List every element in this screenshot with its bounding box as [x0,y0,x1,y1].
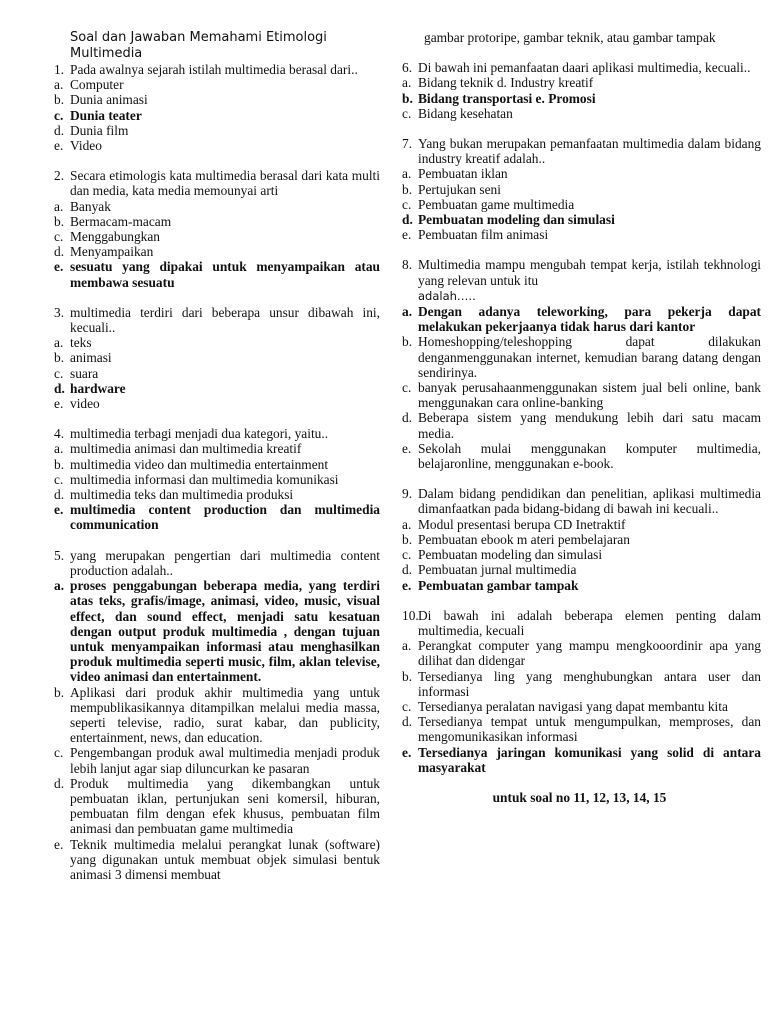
option-text: Bermacam-macam [70,213,172,229]
option-text: Computer [70,77,124,93]
option-letter: e. [54,138,64,154]
question-6 [398,60,761,75]
answer-option [398,106,761,121]
option-text: Aplikasi dari produk akhir multimedia yang untuk mempublikasikannya ditampilkan melalui media massa, seperti televise, radio, surat kabar, dan publicity, entertainment, news, dan education. [70,684,380,746]
option-text: Dunia teater [70,107,142,123]
option-text: Perangkat computer yang mampu mengkooordinir apa yang dilihat dan didengar [418,638,761,669]
option-text: Pembuatan modeling dan simulasi [418,212,615,228]
option-letter: d. [402,212,413,228]
option-text: multimedia teks dan multimedia produksi [70,487,294,503]
answer-option [50,776,380,837]
option-text: Dunia film [70,122,129,138]
option-letter: e. [402,440,412,456]
option-text: Produk multimedia yang dikembangkan untuk pembuatan iklan, pertunjukan seni komersil, hiburan, pembuatan film dengan efek khusus, pembuatan film animasi dan pembuatan game multimedia [70,775,380,837]
option-letter: c. [402,380,412,396]
option-text: Teknik multimedia melalui perangkat lunak (software) yang digunakan untuk membuat objek simulasi bentuk animasi 3 dimensi membuat [70,836,380,882]
left-column [50,30,380,882]
option-text: hardware [70,380,126,396]
question-text: Pada awalnya sejarah istilah multimedia berasal dari.. [70,62,358,77]
option-text: Menyampaikan [70,244,154,260]
right-questions [398,45,761,775]
option-letter: c. [402,547,412,563]
question-text: Multimedia mampu mengubah tempat kerja, istilah tekhnologi yang relevan untuk itu [418,257,761,288]
option-text: video [70,396,100,412]
question-text: Di bawah ini adalah beberapa elemen penting dalam multimedia, kecuali [418,607,761,638]
option-text: proses penggabungan beberapa media, yang terdiri atas teks, grafis/image, animasi, video, music, visual effect, dan sound effect, menjadi satu kesatuan dengan output produk multimedia , dengan tujuan untuk menyampaikan informasi atau menghasilkan produk multimedia seperti music, film, aklan televise, video animasi dan entertainment. [70,578,380,685]
left-questions [50,62,380,882]
option-text: Dengan adanya teleworking, para pekerja dapat melakukan pekerjaanya tidak harus dari kantor [418,304,761,335]
option-letter: d. [54,775,65,791]
option-letter: c. [402,698,412,714]
option-text: Pembuatan iklan [418,166,508,182]
answer-option-correct [398,91,761,106]
option-text: teks [70,335,92,351]
answer-option [398,380,761,410]
option-letter: c. [402,105,412,121]
option-letter: b. [54,350,65,366]
answer-option [50,199,380,214]
answer-option [398,547,761,562]
question-2 [50,168,380,198]
answer-option-correct [398,212,761,227]
answer-option [50,441,380,456]
option-letter: d. [402,410,413,426]
option-text: Pengembangan produk awal multimedia menjadi produk lebih lanjut agar siap diluncurkan ke pasaran [70,745,380,776]
option-text: Pembuatan game multimedia [418,196,575,212]
answer-option [50,214,380,229]
answer-option-correct [50,502,380,532]
option-text: animasi [70,350,112,366]
answer-option [398,532,761,547]
question-text: Dalam bidang pendidikan dan penelitian, aplikasi multimedia dimanfaatkan pada bidang-bidang di bawah ini kecuali.. [418,486,761,517]
option-letter: b. [54,684,65,700]
answer-option [50,138,380,153]
question-text: multimedia terbagi menjadi dua kategori, yaitu.. [70,426,329,442]
option-letter: c. [54,471,64,487]
answer-option-correct [50,259,380,289]
document-title: Soal dan Jawaban Memahami Etimologi Multimedia [70,30,327,61]
option-letter: a. [54,77,64,93]
answer-option [50,123,380,138]
question-1 [50,62,380,77]
answer-option [398,182,761,197]
option-text: Banyak [70,198,111,214]
question-5 [50,548,380,578]
question-number: 7. [402,136,413,152]
question-text: multimedia terdiri dari beberapa unsur dibawah ini, kecuali.. [70,304,380,336]
option-letter: c. [54,745,64,761]
answer-option [398,227,761,242]
option-letter: b. [402,334,413,350]
answer-option-correct [50,381,380,396]
option-text: Pembuatan gambar tampak [418,577,579,593]
question-text: Di bawah ini pemanfaatan daari aplikasi multimedia, kecuali.. [418,60,751,76]
option-text: Tersedianya ling yang menghubungkan antara user dan informasi [418,668,761,699]
option-letter: a. [402,638,412,654]
option-letter: a. [402,75,412,91]
question-text-tail: adalah….. [418,288,476,303]
option-letter: c. [402,196,412,212]
option-text: Bidang kesehatan [418,105,513,121]
option-letter: e. [402,227,412,243]
option-text: banyak perusahaanmenggunakan sistem jual beli online, bank menggunakan cara online-banking [418,380,761,411]
answer-option [398,334,761,380]
answer-option-correct [398,745,761,775]
answer-option [50,837,380,883]
option-letter: a. [54,335,64,351]
answer-option [398,197,761,212]
option-text: Pertujukan seni [418,181,501,197]
answer-option [50,335,380,350]
option-letter: a. [54,441,64,457]
option-text: Tersedianya jaringan komunikasi yang solid di antara masyarakat [418,744,761,775]
option-letter: e. [54,396,64,412]
option-letter: a. [402,516,412,532]
option-text: Dunia animasi [70,92,148,108]
question-text: Yang bukan merupakan pemanfaatan multimedia dalam bidang industry kreatif adalah.. [418,136,761,167]
question-number: 6. [402,60,413,76]
answer-option [398,638,761,668]
option-text: sesuatu yang dipakai untuk menyampaikan atau membawa sesuatu [70,259,380,290]
answer-option [50,366,380,381]
option-text: Pembuatan ebook m ateri pembelajaran [418,531,630,547]
option-text: multimedia video dan multimedia entertainment [70,456,329,472]
answer-option [50,396,380,411]
question-text: Secara etimologis kata multimedia berasal dari kata multi dan media, kata media memounyai arti [70,168,380,199]
answer-option [398,714,761,744]
option-letter: b. [402,668,413,684]
question-7 [398,136,761,166]
answer-option [398,410,761,440]
option-letter: d. [54,380,65,396]
option-letter: a. [54,198,64,214]
answer-option [50,685,380,746]
question-number: 8. [402,257,413,273]
answer-option [50,487,380,502]
option-text: Menggabungkan [70,229,160,245]
option-text: suara [70,365,99,381]
option-text: Video [70,138,102,154]
answer-option [398,669,761,699]
answer-option [398,166,761,181]
option-letter: a. [54,578,65,594]
option-text: Pembuatan jurnal multimedia [418,562,577,578]
answer-option-correct [398,578,761,593]
option-text: multimedia content production dan multimedia communication [70,502,380,533]
option-letter: b. [402,531,413,547]
continued-text [398,30,761,45]
question-number: 1. [54,62,65,77]
option-text: Sekolah mulai menggunakan komputer multimedia, belajaronline, menggunakan e-book. [418,440,761,472]
answer-option [50,350,380,365]
question-8 [398,257,761,304]
question-4 [50,426,380,441]
option-text: Pembuatan modeling dan simulasi [418,547,603,563]
option-letter: c. [54,107,64,123]
answer-option [398,517,761,532]
option-letter: e. [402,744,412,760]
answer-option-correct [398,304,761,334]
right-column [398,30,761,805]
question-number: 9. [402,486,413,502]
option-letter: b. [54,92,65,108]
answer-option [398,699,761,714]
option-text: Pembuatan film animasi [418,227,549,243]
option-letter: e. [54,836,64,852]
option-letter: d. [54,244,65,260]
option-text: Modul presentasi berupa CD Inetraktif [418,516,626,532]
question-number: 5. [54,547,65,563]
answer-option [50,77,380,92]
option-letter: c. [54,229,64,245]
option-letter: d. [54,122,65,138]
option-text: Bidang teknik d. Industry kreatif [418,75,594,91]
option-letter: b. [54,456,65,472]
footer-note: untuk soal no 11, 12, 13, 14, 15 [492,789,667,805]
question-number: 10. [402,607,419,623]
option-text: Tersedianya peralatan navigasi yang dapat membantu kita [418,698,728,714]
answer-option [50,229,380,244]
answer-option [50,92,380,107]
option-letter: b. [402,181,413,197]
option-letter: b. [54,213,65,229]
option-letter: d. [402,714,413,730]
option-text: Tersedianya tempat untuk mengumpulkan, memproses, dan mengomunikasikan informasi [418,714,761,745]
answer-option [398,441,761,471]
option-letter: a. [402,304,413,320]
answer-option-correct [50,108,380,123]
question-10 [398,608,761,638]
option-text: Homeshopping/teleshopping dapat dilakukan denganmenggunakan internet, kemudian barang datang dengan sendirinya. [418,334,761,380]
option-letter: e. [402,577,412,593]
question-number: 2. [54,168,65,184]
option-text: multimedia informasi dan multimedia komunikasi [70,471,339,487]
answer-option [50,745,380,775]
option-letter: a. [402,166,412,182]
question-number: 4. [54,426,65,442]
question-text: yang merupakan pengertian dari multimedia content production adalah.. [70,547,380,578]
option-letter: e. [54,502,64,518]
option-text: multimedia animasi dan multimedia kreatif [70,441,302,457]
option-letter: d. [54,487,65,503]
option-text: Bidang transportasi e. Promosi [418,90,596,106]
answer-option-correct [50,578,380,684]
continued-text-body: gambar protoripe, gambar teknik, atau gambar tampak [424,30,716,45]
answer-option [398,75,761,90]
option-text: Beberapa sistem yang mendukung lebih dari satu macam media. [418,410,761,441]
answer-option [398,562,761,577]
answer-option [50,472,380,487]
question-3 [50,305,380,335]
option-letter: b. [402,90,413,106]
question-9 [398,486,761,516]
option-letter: d. [402,562,413,578]
option-letter: e. [54,259,64,275]
question-number: 3. [54,304,65,320]
answer-option [50,244,380,259]
answer-option [50,457,380,472]
option-letter: c. [54,365,64,381]
